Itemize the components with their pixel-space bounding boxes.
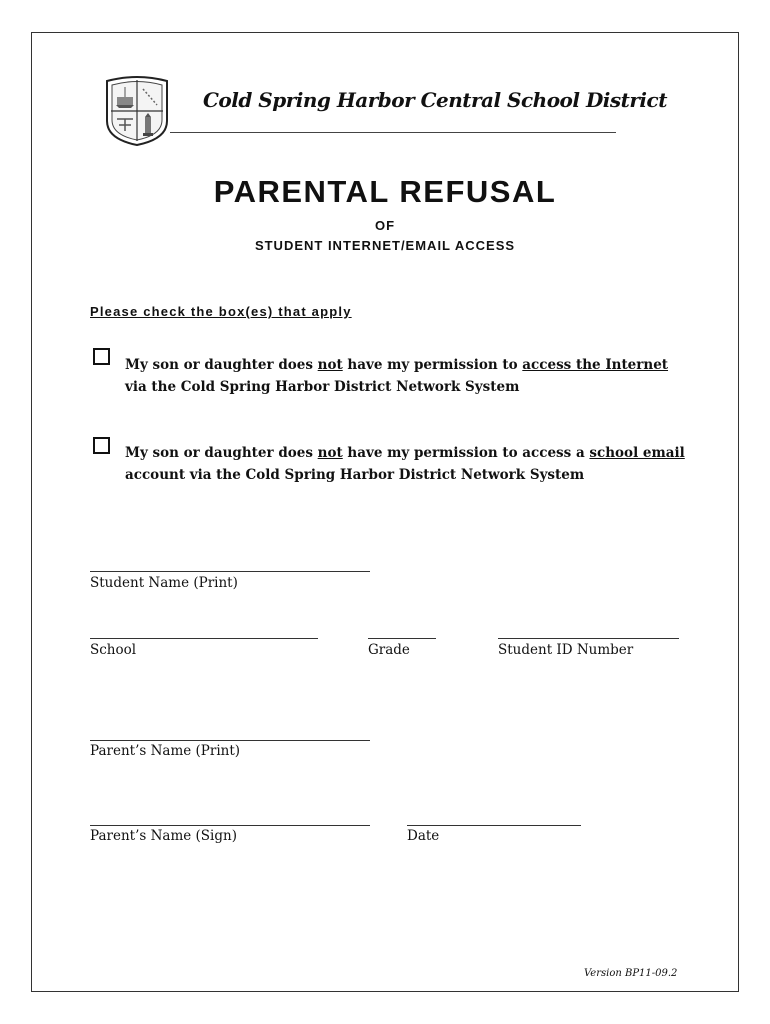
parent-sign-label: Parent’s Name (Sign) — [90, 828, 237, 844]
grade-label: Grade — [368, 642, 410, 658]
header-rule — [170, 132, 616, 133]
school-line[interactable] — [90, 638, 318, 639]
option-internet-text: My son or daughter does not have my permission to access the Internet via the Cold Spring Harbor District Network System — [125, 357, 669, 395]
form-title: PARENTAL REFUSAL — [213, 174, 557, 209]
checkbox-internet-refusal[interactable] — [93, 348, 110, 365]
date-line[interactable] — [407, 825, 581, 826]
student-id-line[interactable] — [498, 638, 679, 639]
form-subtitle: STUDENT INTERNET/EMAIL ACCESS — [254, 238, 516, 253]
parent-sign-line[interactable] — [90, 825, 370, 826]
instruction-text: Please check the box(es) that apply — [90, 304, 352, 319]
grade-line[interactable] — [368, 638, 436, 639]
student-id-label: Student ID Number — [498, 642, 634, 658]
parent-print-line[interactable] — [90, 740, 370, 741]
student-name-line[interactable] — [90, 571, 370, 572]
form-title-of: OF — [374, 218, 396, 233]
checkbox-email-refusal[interactable] — [93, 437, 110, 454]
student-name-label: Student Name (Print) — [90, 575, 238, 591]
school-label: School — [90, 642, 137, 658]
district-name: Cold Spring Harbor Central School District — [203, 88, 667, 112]
date-label: Date — [407, 828, 440, 844]
district-crest-logo — [103, 75, 171, 147]
option-email-text: My son or daughter does not have my permission to access a school email account via the Cold Spring Harbor District Network System — [125, 445, 685, 483]
version-label: Version BP11-09.2 — [584, 968, 678, 979]
parent-print-label: Parent’s Name (Print) — [90, 743, 241, 759]
